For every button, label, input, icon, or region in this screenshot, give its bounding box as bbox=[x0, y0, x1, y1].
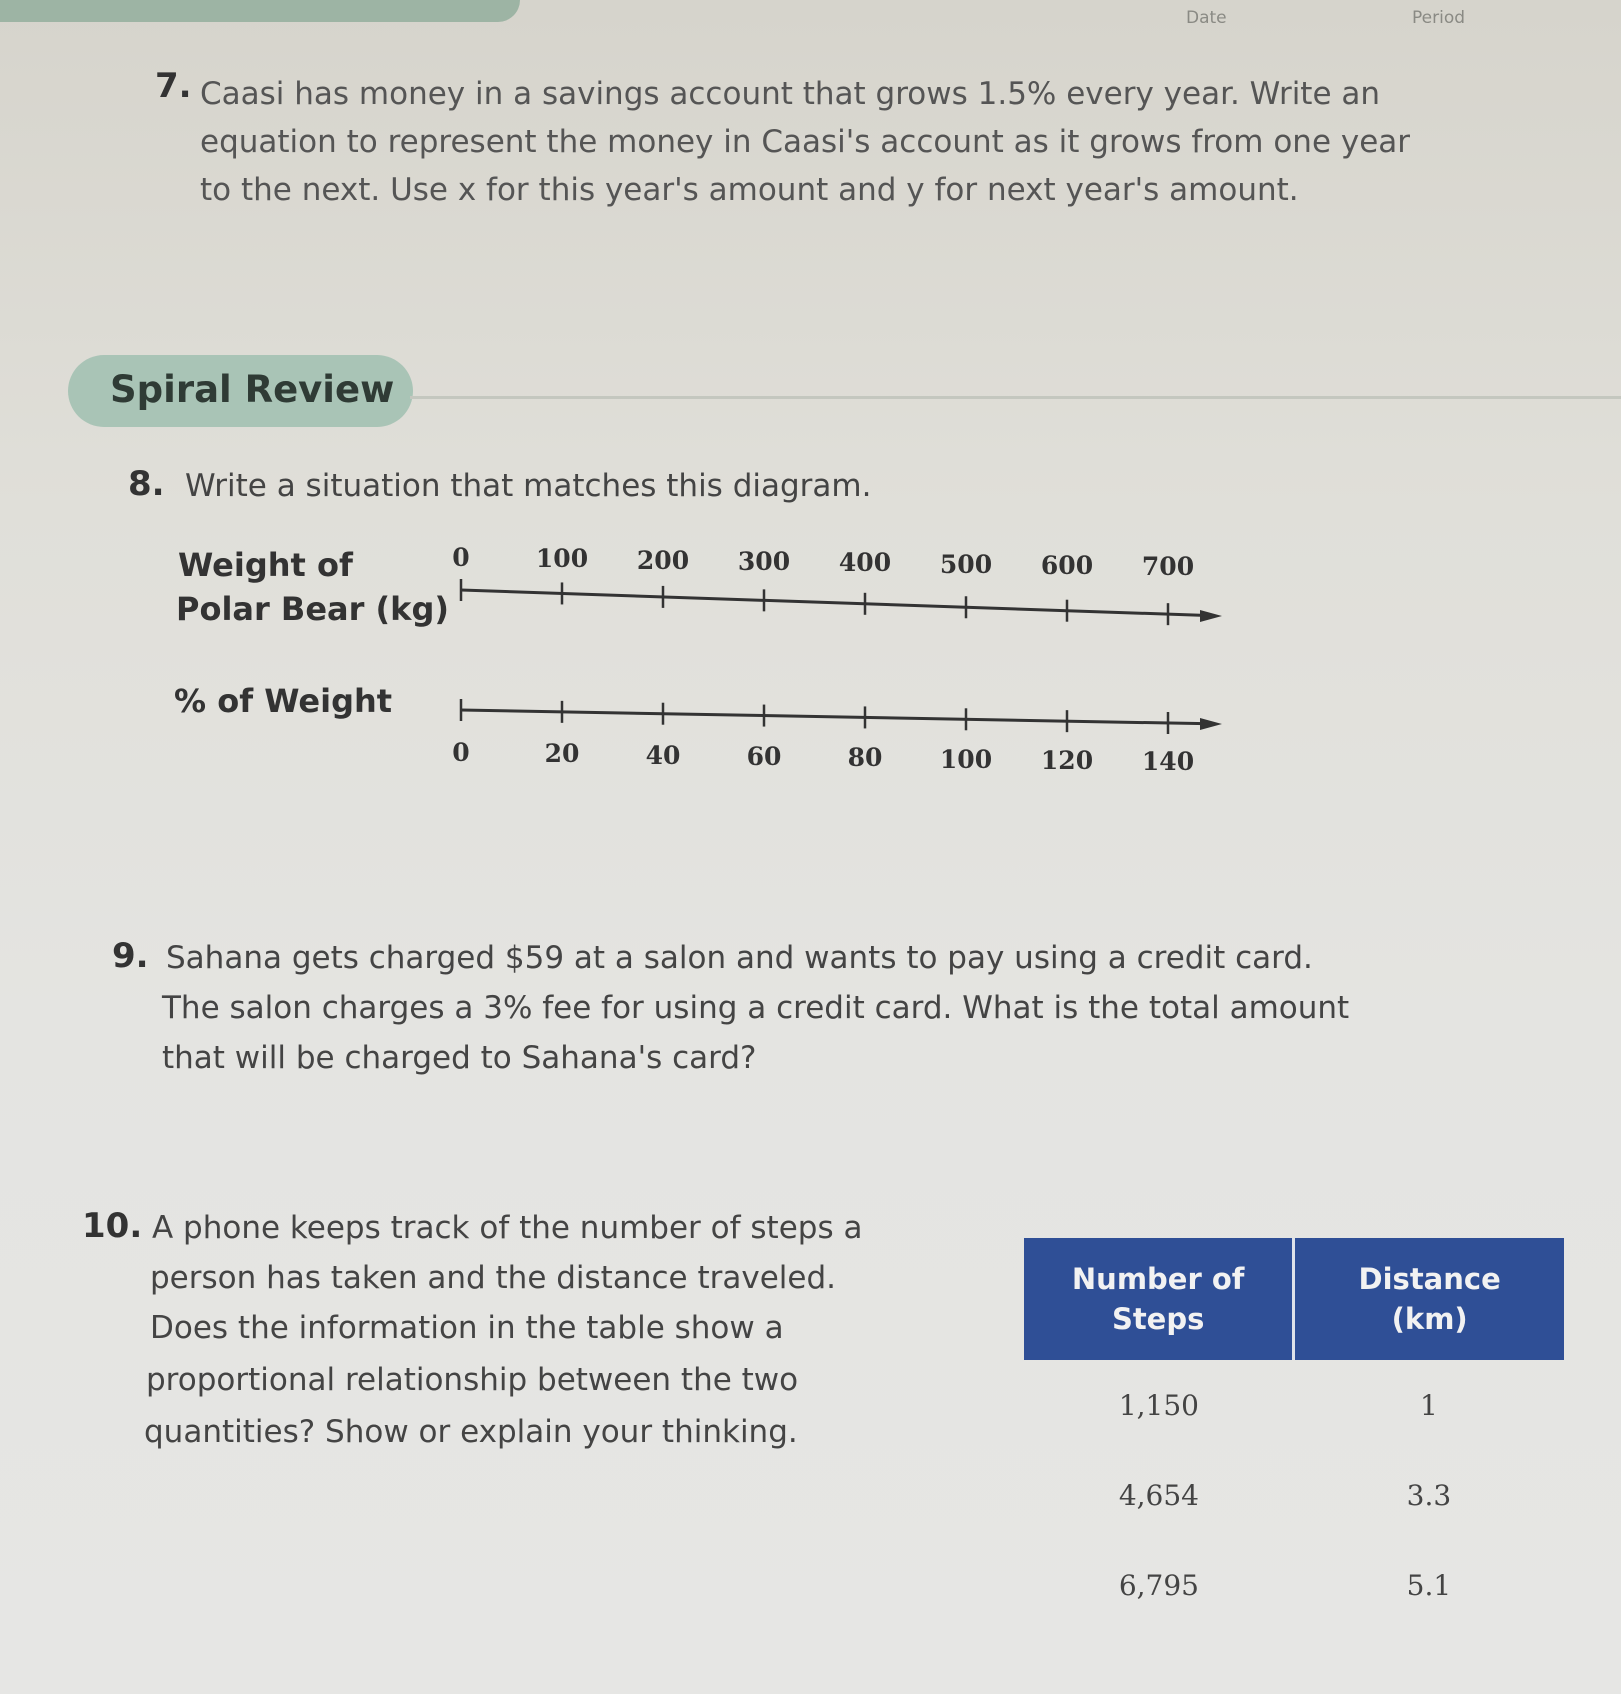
bottom-line-tick-label: 120 bbox=[1040, 745, 1094, 775]
bottom-line-tick-label: 0 bbox=[452, 738, 470, 767]
top-line-tick-label: 600 bbox=[1040, 550, 1094, 580]
question-9-number: 9. bbox=[112, 936, 149, 976]
steps-cell: 6,795 bbox=[1118, 1568, 1199, 1602]
header-distance-line-2: (km) bbox=[1391, 1302, 1468, 1336]
question-7-line-2: equation to represent the money in Caasi's account as it grows from one year bbox=[200, 124, 1411, 160]
bottom-line-tick-label: 40 bbox=[645, 740, 681, 770]
header-steps-line-1: Number of bbox=[1071, 1262, 1245, 1296]
diagram-top-label-line-2: Polar Bear (kg) bbox=[176, 590, 449, 628]
top-line-axis bbox=[461, 590, 1204, 615]
question-10-line-5: quantities? Show or explain your thinking. bbox=[144, 1414, 798, 1450]
diagram-top-label-line-1: Weight of bbox=[178, 546, 353, 584]
header-number-of-steps bbox=[1024, 1238, 1294, 1360]
header-distance-line-1: Distance bbox=[1358, 1262, 1501, 1296]
bottom-line-axis bbox=[461, 710, 1204, 724]
question-8-text: Write a situation that matches this diagram. bbox=[185, 468, 872, 504]
table-row bbox=[1024, 1540, 1564, 1630]
question-10-line-3: Does the information in the table show a bbox=[150, 1310, 784, 1346]
question-7-line-3: to the next. Use x for this year's amount and y for next year's amount. bbox=[200, 172, 1299, 208]
question-10-line-2: person has taken and the distance traveled. bbox=[150, 1260, 836, 1296]
question-10-line-1: A phone keeps track of the number of steps a bbox=[152, 1210, 863, 1246]
table-header-row bbox=[1024, 1238, 1564, 1360]
diagram-bottom-label: % of Weight bbox=[174, 682, 393, 720]
steps-cell: 1,150 bbox=[1118, 1388, 1199, 1422]
table-row bbox=[1024, 1450, 1564, 1540]
question-8-number: 8. bbox=[128, 464, 165, 504]
top-line-tick-label: 0 bbox=[452, 543, 470, 572]
question-7-line-1: Caasi has money in a savings account that grows 1.5% every year. Write an bbox=[200, 76, 1381, 112]
top-line-tick-label: 200 bbox=[636, 545, 690, 575]
bottom-line-tick-label: 140 bbox=[1141, 747, 1195, 777]
date-label: Date bbox=[1186, 8, 1227, 28]
bottom-line-arrow bbox=[1200, 718, 1222, 730]
bottom-line-tick-label: 60 bbox=[746, 741, 782, 771]
question-9-line-2: The salon charges a 3% fee for using a credit card. What is the total amount bbox=[162, 990, 1350, 1026]
distance-cell: 3.3 bbox=[1406, 1478, 1452, 1512]
top-line-tick-label: 700 bbox=[1141, 552, 1195, 582]
question-7-number: 7. bbox=[155, 66, 192, 106]
question-9-line-1: Sahana gets charged $59 at a salon and wants to pay using a credit card. bbox=[166, 940, 1313, 976]
top-line-tick-label: 500 bbox=[939, 549, 993, 579]
header-steps-line-2: Steps bbox=[1111, 1302, 1205, 1336]
spiral-review-title: Spiral Review bbox=[110, 368, 395, 411]
bottom-line-tick-label: 100 bbox=[939, 744, 993, 774]
question-10-number: 10. bbox=[82, 1206, 143, 1246]
header-distance bbox=[1294, 1238, 1564, 1360]
bottom-line-tick-label: 20 bbox=[544, 739, 580, 769]
question-10-line-4: proportional relationship between the two bbox=[146, 1362, 799, 1398]
table-row bbox=[1024, 1360, 1564, 1450]
top-line-tick-label: 100 bbox=[535, 544, 589, 574]
period-label: Period bbox=[1412, 8, 1466, 28]
steps-distance-table bbox=[1024, 1238, 1564, 1630]
bottom-line-tick-label: 80 bbox=[847, 743, 883, 773]
bottom-number-line bbox=[461, 699, 1222, 734]
distance-cell: 1 bbox=[1420, 1388, 1438, 1422]
top-number-line bbox=[461, 579, 1222, 625]
distance-cell: 5.1 bbox=[1406, 1568, 1452, 1602]
top-line-tick-label: 400 bbox=[838, 548, 892, 578]
top-line-arrow bbox=[1200, 610, 1222, 622]
top-line-tick-label: 300 bbox=[737, 546, 791, 576]
question-9-line-3: that will be charged to Sahana's card? bbox=[162, 1040, 757, 1076]
steps-cell: 4,654 bbox=[1118, 1478, 1199, 1512]
